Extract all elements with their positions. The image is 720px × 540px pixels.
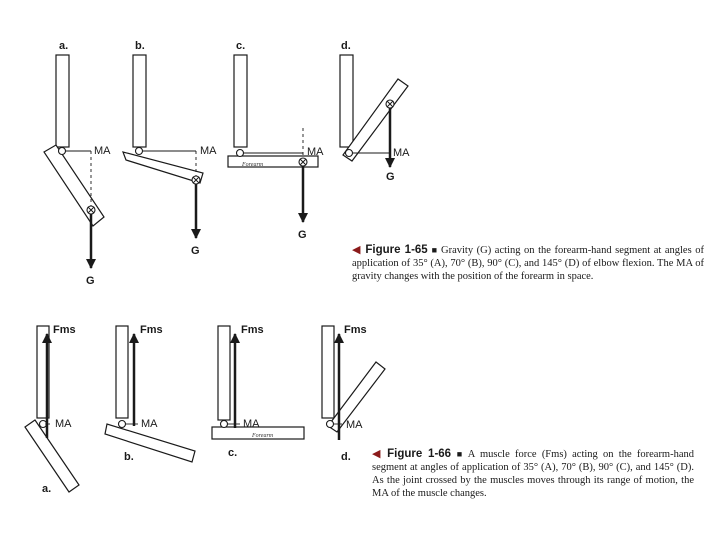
figure-number: Figure 1-65: [365, 244, 428, 256]
gravity-label: G: [191, 245, 200, 257]
fig65-panel-d: [340, 40, 410, 183]
forearm-segment: [123, 152, 203, 183]
elbow-joint-axis: [327, 421, 334, 428]
moment-arm-label: MA: [393, 147, 410, 159]
caption-text: A muscle force (Fms) acting on the forearm-hand segment at angles of application of 35° (A), 70° (B), 90° (C), and 145° (D). As the joint crossed by the muscles moves through its range of motion, the MA of the muscle changes.: [372, 449, 695, 499]
panel-letter: a.: [42, 483, 52, 495]
forearm-segment: [25, 420, 79, 492]
moment-arm-label: MA: [55, 418, 72, 430]
upper-arm-segment: [116, 326, 128, 418]
square-bullet-icon: ■: [430, 245, 439, 255]
fig66-panel-a: [25, 324, 79, 495]
panel-letter: c.: [236, 40, 246, 52]
caption-text: Gravity (G) acting on the forearm-hand segment at angles of application of 35° (A), 70° (B), 90° (C), and 145° (D) of elbow flexion. The MA of gravity changes with the position of the forearm in space.: [352, 245, 704, 282]
upper-arm-segment: [234, 55, 247, 147]
panel-letter: b.: [124, 451, 134, 463]
upper-arm-segment: [340, 55, 353, 147]
panel-letter: a.: [59, 40, 69, 52]
muscle-force-label: Fms: [140, 324, 163, 336]
moment-arm-label: MA: [141, 418, 158, 430]
fig66-panel-b: [105, 324, 195, 463]
fig65-panel-c: [228, 40, 324, 241]
fig65-panel-b: [123, 40, 217, 257]
elbow-joint-axis: [136, 148, 143, 155]
gravity-label: G: [298, 229, 307, 241]
muscle-force-label: Fms: [53, 324, 76, 336]
upper-arm-segment: [56, 55, 69, 147]
figure-number: Figure 1-66: [387, 448, 452, 460]
muscle-force-label: Fms: [241, 324, 264, 336]
elbow-joint-axis: [346, 150, 353, 157]
handwritten-note: Forearm: [242, 162, 264, 168]
elbow-joint-axis: [221, 421, 228, 428]
fig66-panel-c: [212, 324, 304, 459]
panel-letter: b.: [135, 40, 145, 52]
panel-letter: d.: [341, 451, 351, 463]
moment-arm-label: MA: [346, 419, 363, 431]
gravity-label: G: [386, 171, 395, 183]
caption-marker-icon: ◀: [372, 448, 384, 460]
muscle-force-label: Fms: [344, 324, 367, 336]
moment-arm-label: MA: [94, 145, 111, 157]
moment-arm-label: MA: [243, 418, 260, 430]
square-bullet-icon: ■: [454, 449, 465, 459]
handwritten-note: Forearm: [252, 433, 274, 439]
panel-letter: d.: [341, 40, 351, 52]
moment-arm-label: MA: [200, 145, 217, 157]
elbow-joint-axis: [237, 150, 244, 157]
fig66-panel-d: [322, 324, 385, 463]
figure-1-66-caption: [372, 448, 694, 500]
forearm-segment: [44, 145, 104, 226]
panel-letter: c.: [228, 447, 238, 459]
upper-arm-segment: [218, 326, 230, 420]
figure-1-65-caption: [352, 244, 704, 283]
elbow-joint-axis: [119, 421, 126, 428]
upper-arm-segment: [133, 55, 146, 147]
elbow-joint-axis: [59, 148, 66, 155]
moment-arm-label: MA: [307, 146, 324, 158]
caption-marker-icon: ◀: [352, 244, 362, 256]
upper-arm-segment: [322, 326, 334, 418]
fig65-panel-a: [44, 40, 111, 287]
gravity-label: G: [86, 275, 95, 287]
